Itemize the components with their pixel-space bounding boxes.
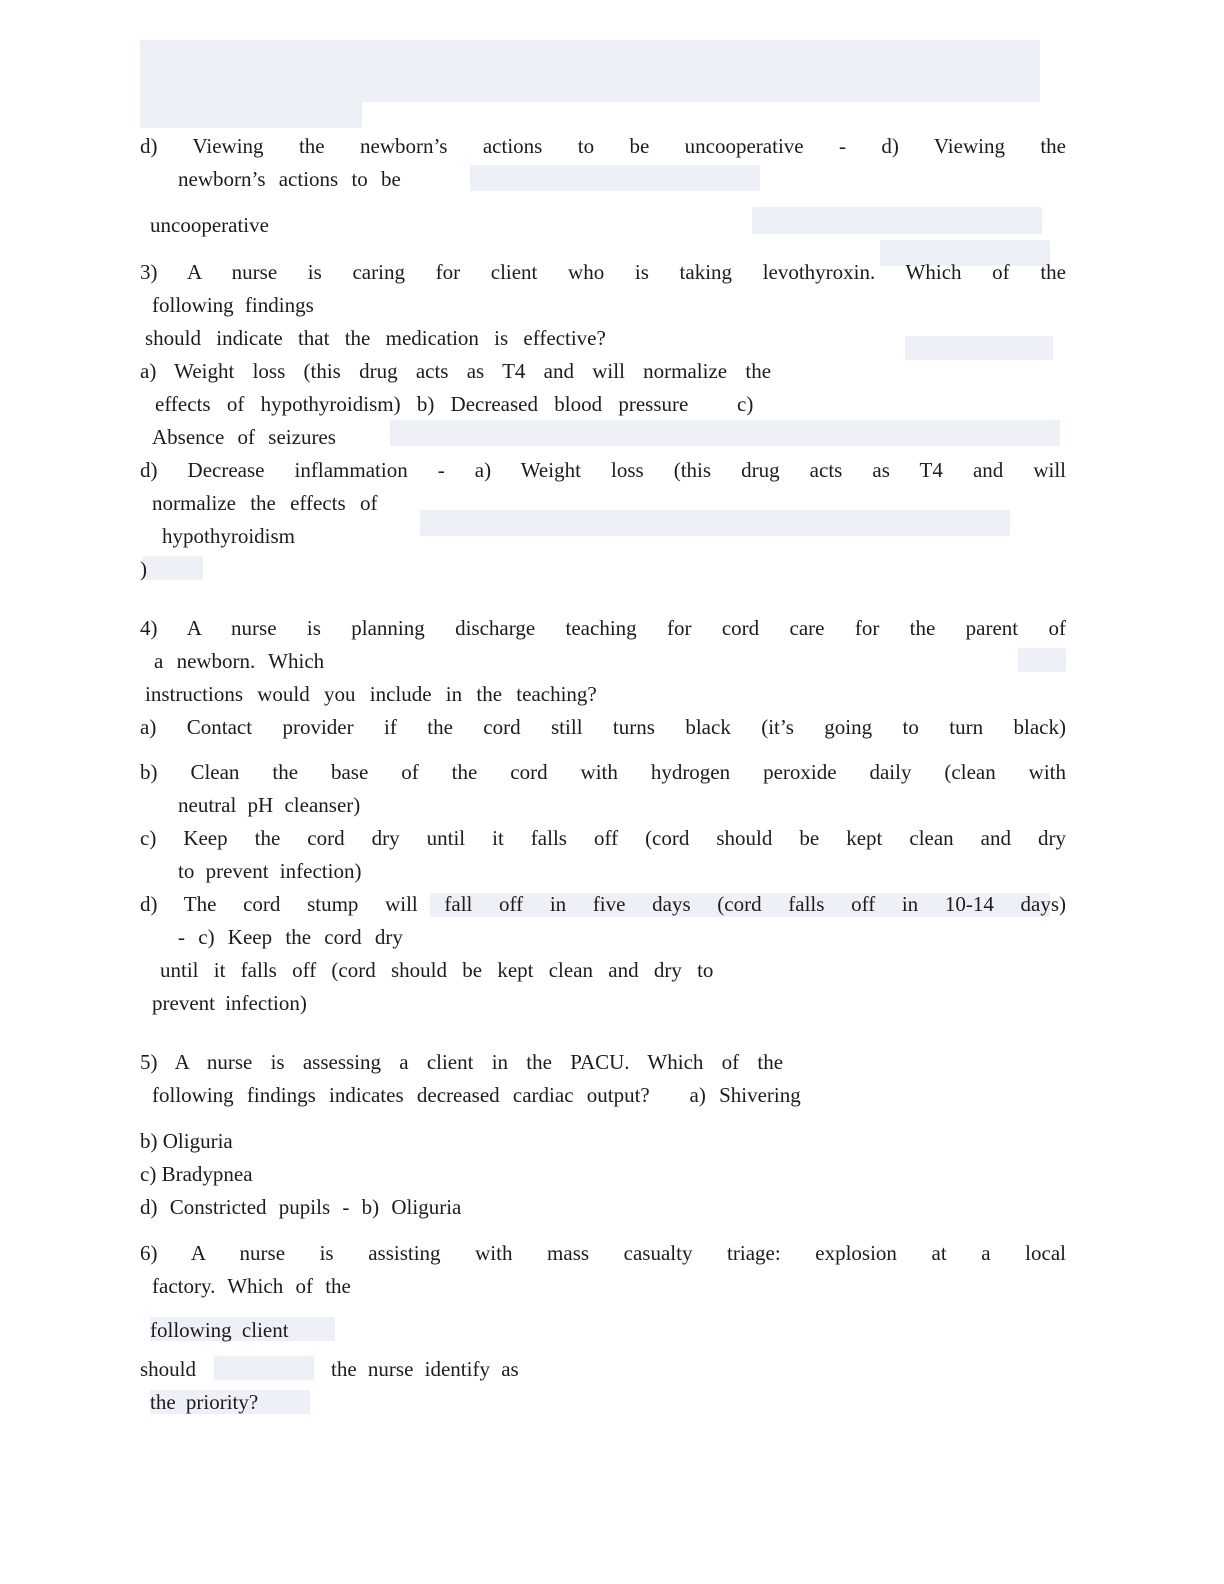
text-line: the priority? <box>150 1390 259 1414</box>
text-line: a) Contact provider if the cord still turns black (it’s going to turn black) <box>140 715 1066 739</box>
text-line: until it falls off (cord should be kept clean and dry to <box>160 958 714 982</box>
text-line: neutral pH cleanser) <box>178 793 361 817</box>
text-line: d) Constricted pupils - b) Oliguria <box>140 1195 462 1219</box>
text-line: instructions would you include in the teaching? <box>145 682 597 706</box>
text-line: a) Weight loss (this drug acts as T4 and will normalize the <box>140 359 772 383</box>
text-line: d) Decrease inflammation - a) Weight loss (this drug acts as T4 and will <box>140 458 1066 482</box>
text-line: to prevent infection) <box>178 859 362 883</box>
text-line: - c) Keep the cord dry <box>178 925 403 949</box>
text-line: ) <box>140 557 147 581</box>
text-line: Absence of seizures <box>152 425 336 449</box>
text-line: newborn’s actions to be <box>178 167 401 191</box>
text-line: 6) A nurse is assisting with mass casualty triage: explosion at a local <box>140 1241 1066 1265</box>
text-line: a newborn. Which <box>154 649 325 673</box>
text-line: c) Keep the cord dry until it falls off (cord should be kept clean and dry <box>140 826 1066 850</box>
text-line: uncooperative <box>150 213 269 237</box>
text-line: factory. Which of the <box>152 1274 351 1298</box>
text-line: should the nurse identify as <box>140 1357 519 1381</box>
text-line: d) Viewing the newborn’s actions to be uncooperative - d) Viewing the <box>140 134 1066 158</box>
text-line: normalize the effects of <box>152 491 378 515</box>
text-line: 4) A nurse is planning discharge teaching for cord care for the parent of <box>140 616 1066 640</box>
text-line: following client <box>150 1318 289 1342</box>
text-line: prevent infection) <box>152 991 307 1015</box>
text-line: should indicate that the medication is effective? <box>145 326 606 350</box>
text-line: 3) A nurse is caring for client who is taking levothyroxin. Which of the <box>140 260 1066 284</box>
text-line: d) The cord stump will fall off in five days (cord falls off in 10-14 days) <box>140 892 1066 916</box>
text-line: 5) A nurse is assessing a client in the PACU. Which of the <box>140 1050 784 1074</box>
text-line: c) Bradypnea <box>140 1162 253 1186</box>
text-line: b) Clean the base of the cord with hydrogen peroxide daily (clean with <box>140 760 1066 784</box>
text-line: b) Oliguria <box>140 1129 233 1153</box>
text-line: following findings <box>152 293 314 317</box>
text-line: hypothyroidism <box>162 524 296 548</box>
text-line: following findings indicates decreased cardiac output? a) Shivering <box>152 1083 801 1107</box>
text-line: effects of hypothyroidism) b) Decreased blood pressure c) <box>155 392 754 416</box>
